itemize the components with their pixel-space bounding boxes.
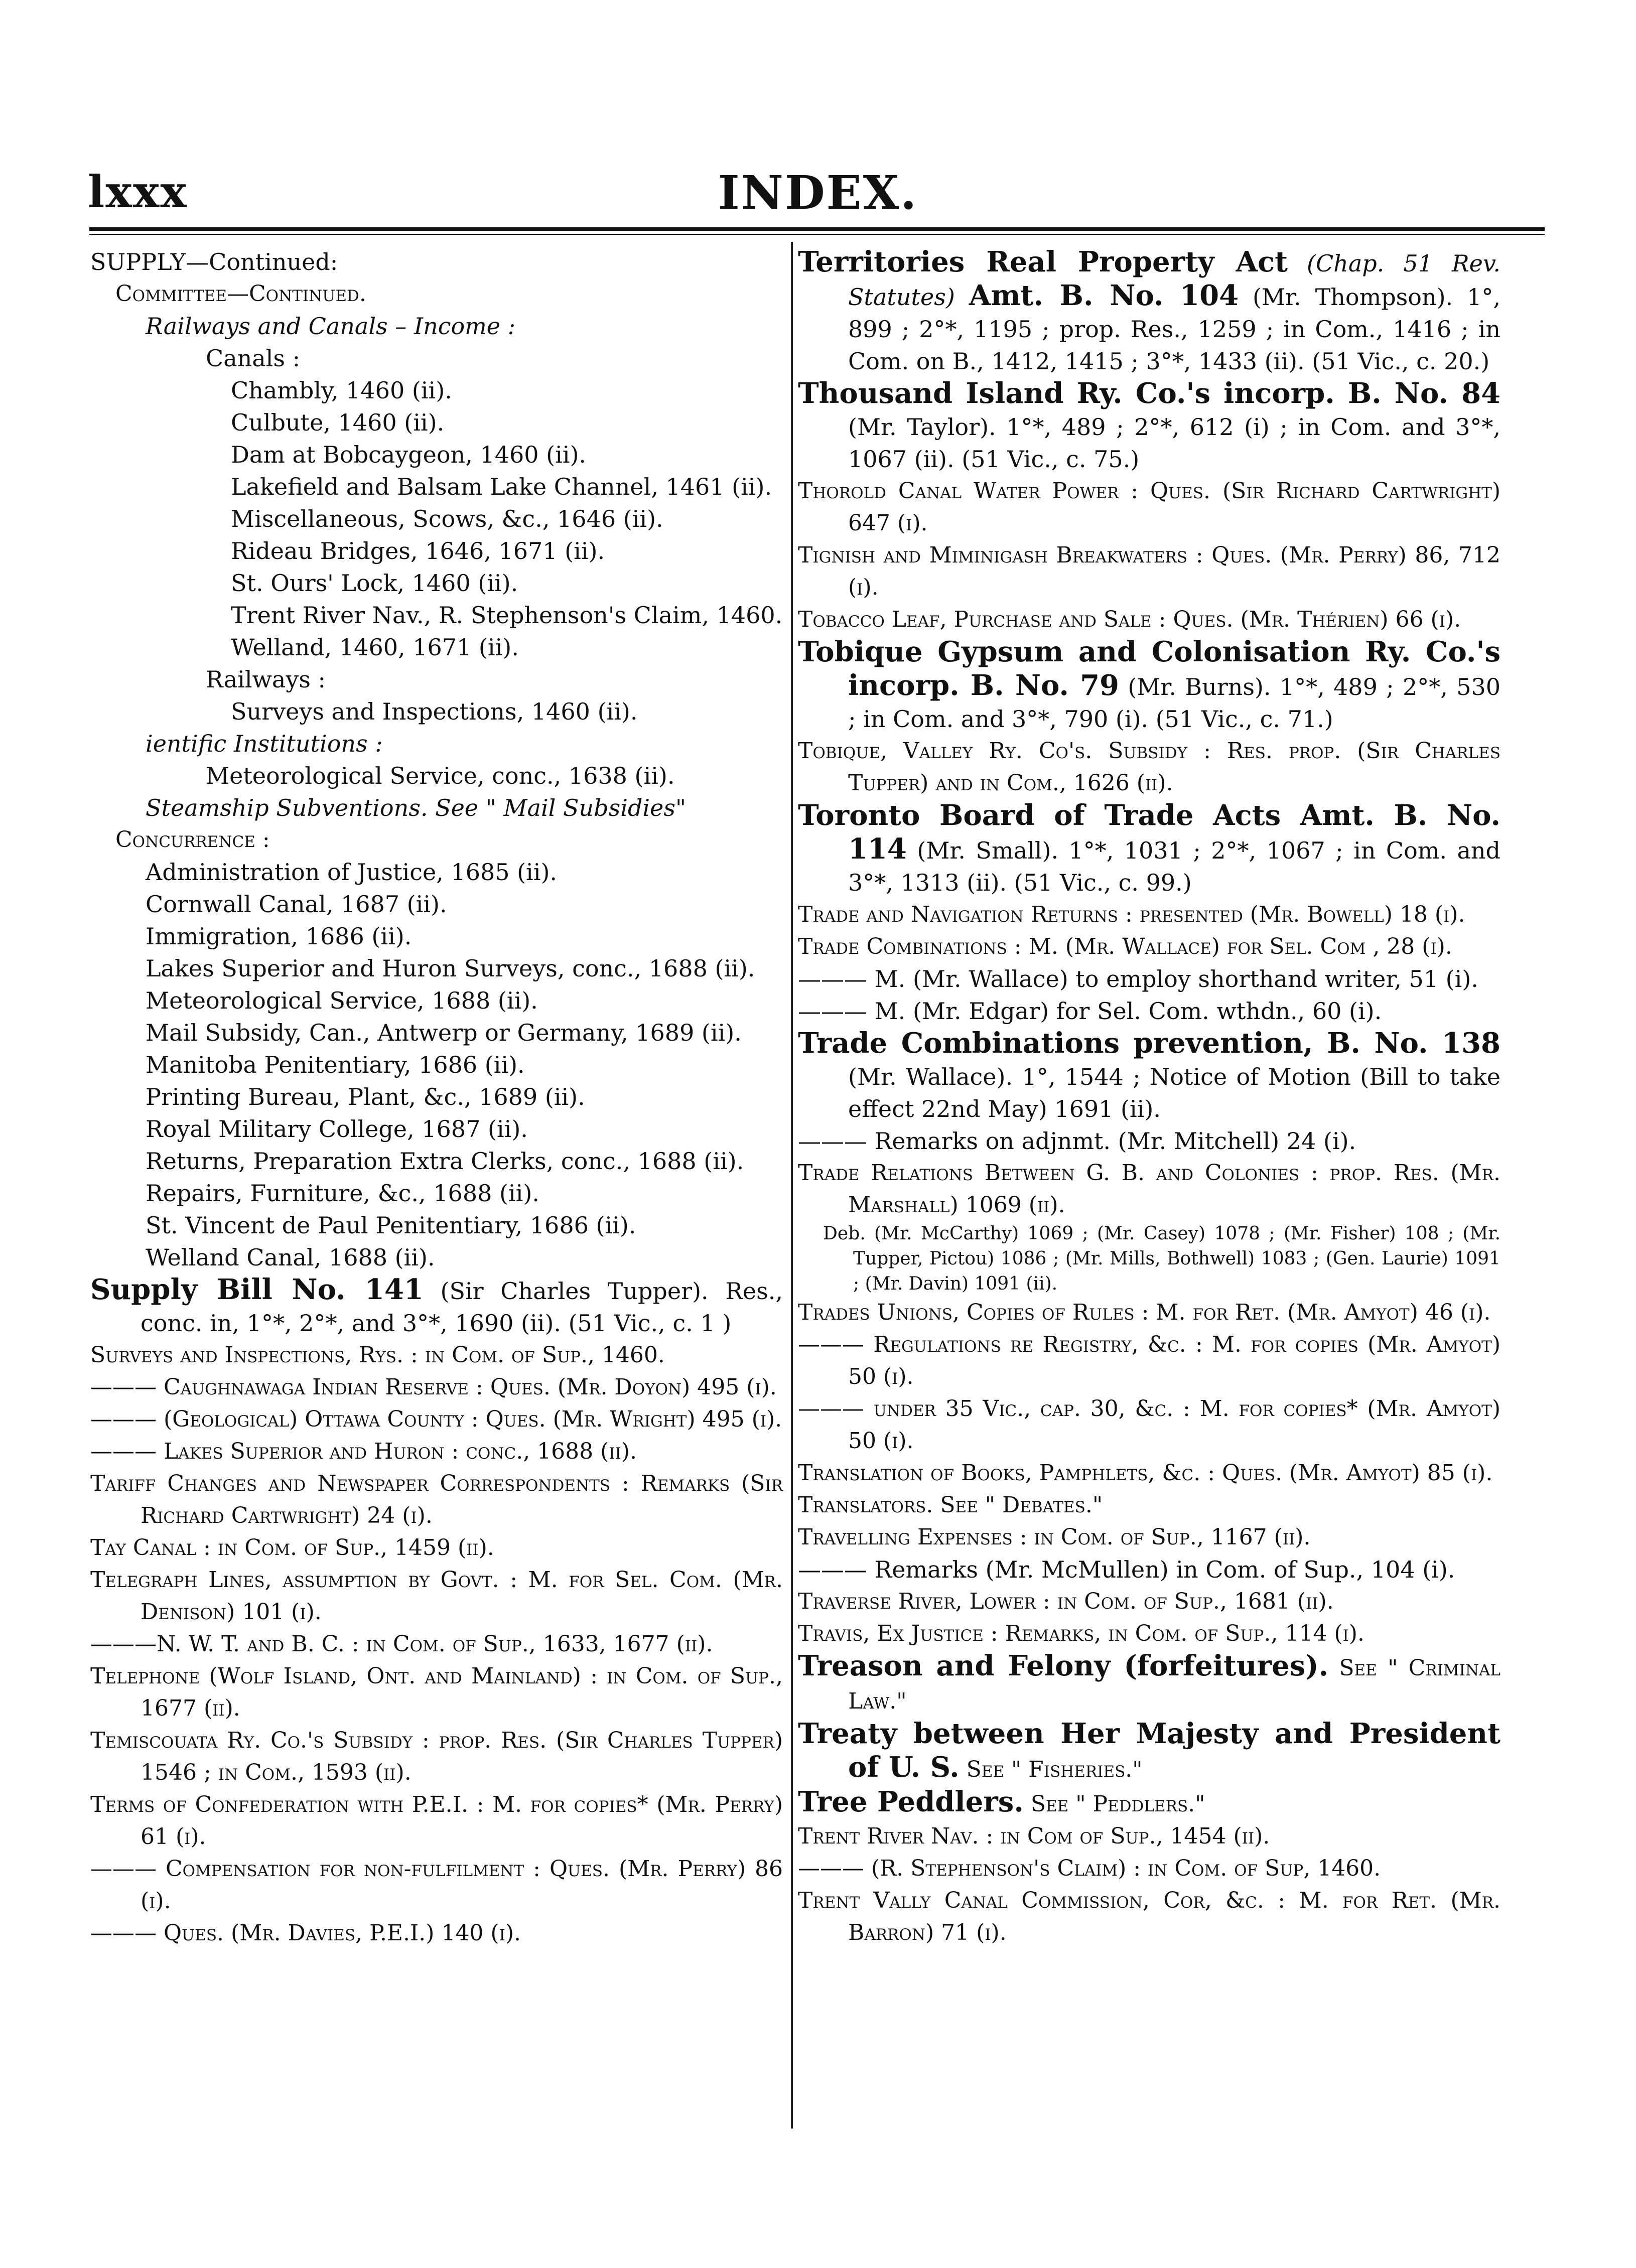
index-entry: Trade and Navigation Returns : presented (Mr. Bowell) 18 (i). (798, 902, 1465, 927)
entry-title: Tobique Gypsum and Colonisation Ry. Co.'s incorp. B. No. 79 (798, 635, 1501, 702)
index-entry: Dam at Bobcaygeon, 1460 (ii). (231, 441, 587, 468)
index-entry: Culbute, 1460 (ii). (231, 409, 445, 436)
index-subheading: Steamship Subventions. See " Mail Subsidies" (146, 794, 687, 821)
entry-title: Toronto Board of Trade Acts Amt. B. No. 114 (798, 799, 1501, 866)
index-entry (798, 1650, 1501, 1718)
index-entry: Tariff Changes and Newspaper Correspondents : Remarks (Sir Richard Cartwright) 24 (i). (90, 1471, 783, 1528)
index-subheading: ientific Institutions : (146, 730, 383, 757)
index-entry: ——— (Geological) Ottawa County : Ques. (Mr. Wright) 495 (i). (90, 1406, 782, 1432)
index-entry: Rideau Bridges, 1646, 1671 (ii). (231, 537, 605, 564)
page-title: INDEX. (718, 166, 918, 220)
index-entry: Tobacco Leaf, Purchase and Sale : Ques. (Mr. Thérien) 66 (i). (798, 607, 1461, 632)
index-subheading: Concurrence : (115, 827, 270, 853)
index-entry: ——— under 35 Vic., cap. 30, &c. : M. for copies* (Mr. Amyot) 50 (i). (798, 1396, 1501, 1454)
entry-detail: (Sir Charles Tupper). Res., conc. in, 1°*, 2°*, and 3°*, 1690 (ii). (51 Vic., c. 1 ) (141, 1278, 783, 1337)
index-entry: Travis, Ex Justice : Remarks, in Com. of Sup., 114 (i). (798, 1621, 1365, 1646)
page-number: lxxx (88, 166, 188, 218)
entry-title: Treaty between Her Majesty and President of U. S. (798, 1717, 1501, 1784)
index-entry: Tay Canal : in Com. of Sup., 1459 (ii). (90, 1535, 494, 1561)
entry-title: Thousand Island Ry. Co.'s incorp. B. No. 84 (798, 377, 1501, 410)
index-entry: ——— Compensation for non-fulfilment : Ques. (Mr. Perry) 86 (i). (90, 1856, 783, 1914)
entry-title: Tree Peddlers. (798, 1785, 1024, 1818)
index-entry: St. Ours' Lock, 1460 (ii). (231, 570, 518, 597)
index-entry: Royal Military College, 1687 (ii). (146, 1115, 528, 1143)
index-entry: Trade Relations Between G. B. and Colonies : prop. Res. (Mr. Marshall) 1069 (ii). (798, 1160, 1501, 1218)
index-entry: Trades Unions, Copies of Rules : M. for Ret. (Mr. Amyot) 46 (i). (798, 1300, 1491, 1325)
entry-detail: See " Criminal Law." (848, 1655, 1501, 1714)
entry-title: Supply Bill No. 141 (90, 1273, 424, 1306)
index-entry: Surveys and Inspections, 1460 (ii). (231, 698, 638, 725)
index-entry: Meteorological Service, 1688 (ii). (146, 987, 538, 1014)
index-entry: Immigration, 1686 (ii). (146, 923, 412, 950)
index-entry: Telegraph Lines, assumption by Govt. : M. for Sel. Com. (Mr. Denison) 101 (i). (90, 1567, 783, 1625)
index-subheading: Canals : (206, 345, 301, 372)
page-header (0, 166, 1636, 226)
index-entry: Tignish and Miminigash Breakwaters : Ques. (Mr. Perry) 86, 712 (i). (798, 542, 1501, 600)
entry-title: Amt. B. No. 104 (969, 279, 1239, 312)
index-subheading: Railways : (206, 666, 326, 693)
index-entry (798, 1027, 1501, 1125)
index-entry: Printing Bureau, Plant, &c., 1689 (ii). (146, 1083, 585, 1110)
index-entry: Administration of Justice, 1685 (ii). (146, 859, 558, 886)
debate-list: Deb. (Mr. McCarthy) 1069 ; (Mr. Casey) 1078 ; (Mr. Fisher) 108 ; (Mr. Tupper, Pictou) 1086 ; (Mr. Mills, Bothwell) 1083 ; (Gen. Laurie) 1091 ; (Mr. Davin) 1091 (ii). (823, 1223, 1501, 1294)
left-column (90, 246, 783, 1949)
right-column (798, 246, 1501, 1949)
index-entry: Trent River Nav. : in Com of Sup., 1454 (ii). (798, 1823, 1270, 1849)
index-entry: St. Vincent de Paul Penitentiary, 1686 (ii). (146, 1212, 636, 1239)
index-entry: Telephone (Wolf Island, Ont. and Mainland) : in Com. of Sup., 1677 (ii). (90, 1663, 783, 1721)
index-heading: SUPPLY—Continued: (90, 248, 338, 275)
entry-title: Trade Combinations prevention, B. No. 138 (798, 1027, 1501, 1060)
entry-detail: See " Fisheries." (959, 1757, 1143, 1782)
index-entry (798, 799, 1501, 899)
entry-detail: (Mr. Taylor). 1°*, 489 ; 2°*, 612 (i) ; in Com. and 3°*, 1067 (ii). (51 Vic., c. 75.) (848, 413, 1501, 473)
index-entry: ——— (R. Stephenson's Claim) : in Com. of Sup, 1460. (798, 1856, 1381, 1881)
index-entry: ——— Remarks (Mr. McMullen) in Com. of Sup., 104 (i). (798, 1556, 1455, 1583)
index-entry: ———N. W. T. and B. C. : in Com. of Sup., 1633, 1677 (ii). (90, 1631, 713, 1657)
index-entry: Welland Canal, 1688 (ii). (146, 1244, 435, 1271)
header-rule (89, 227, 1545, 231)
index-entry: Terms of Confederation with P.E.I. : M. for copies* (Mr. Perry) 61 (i). (90, 1792, 783, 1850)
index-entry: Miscellaneous, Scows, &c., 1646 (ii). (231, 505, 663, 532)
index-entry: Trent Vally Canal Commission, Cor, &c. : M. for Ret. (Mr. Barron) 71 (i). (798, 1888, 1501, 1945)
index-entry: Temiscouata Ry. Co.'s Subsidy : prop. Res. (Sir Charles Tupper) 1546 ; in Com., 1593 (ii). (90, 1728, 783, 1785)
index-entry: ——— Regulations re Registry, &c. : M. for copies (Mr. Amyot) 50 (i). (798, 1332, 1501, 1389)
entry-title: Territories Real Property Act (798, 245, 1288, 278)
index-entry: Lakefield and Balsam Lake Channel, 1461 (ii). (231, 473, 772, 500)
index-entry: ——— M. (Mr. Wallace) to employ shorthand writer, 51 (i). (798, 965, 1478, 993)
index-entry: Traverse River, Lower : in Com. of Sup., 1681 (ii). (798, 1589, 1334, 1614)
entry-detail: (Mr. Thompson). 1°, 899 ; 2°*, 1195 ; prop. Res., 1259 ; in Com., 1416 ; in Com. on B., 1412, 1415 ; 3°*, 1433 (ii). (51 Vic., c. 20.) (848, 284, 1501, 375)
index-entry: ——— M. (Mr. Edgar) for Sel. Com. wthdn., 60 (i). (798, 998, 1382, 1025)
index-entry (90, 1273, 783, 1339)
entry-detail: (Chap. 51 Rev. Statutes) (848, 250, 1501, 311)
index-entry: ——— Lakes Superior and Huron : conc., 1688 (ii). (90, 1439, 637, 1464)
index-entry: Repairs, Furniture, &c., 1688 (ii). (146, 1180, 539, 1207)
index-entry: Welland, 1460, 1671 (ii). (231, 634, 519, 661)
index-entry: Cornwall Canal, 1687 (ii). (146, 891, 447, 918)
index-entry (798, 377, 1501, 475)
index-entry: Mail Subsidy, Can., Antwerp or Germany, 1689 (ii). (146, 1019, 742, 1046)
index-entry (798, 636, 1501, 735)
entry-detail: (Mr. Small). 1°*, 1031 ; 2°*, 1067 ; in Com. and 3°*, 1313 (ii). (51 Vic., c. 99.) (848, 837, 1501, 896)
index-entry: Trade Combinations : M. (Mr. Wallace) for Sel. Com , 28 (i). (798, 934, 1452, 959)
entry-detail: See " Peddlers." (1023, 1791, 1205, 1817)
index-entry (798, 1786, 1501, 1820)
index-entry: Translators. See " Debates." (798, 1492, 1103, 1518)
index-entry: Trent River Nav., R. Stephenson's Claim, 1460. (231, 602, 783, 629)
entry-detail: (Mr. Burns). 1°*, 489 ; 2°*, 530 ; in Com. and 3°*, 790 (i). (51 Vic., c. 71.) (848, 673, 1501, 733)
index-entry: Chambly, 1460 (ii). (231, 377, 452, 404)
index-entry: ——— Ques. (Mr. Davies, P.E.I.) 140 (i). (90, 1920, 521, 1946)
index-entry: Travelling Expenses : in Com. of Sup., 1167 (ii). (798, 1524, 1311, 1550)
index-entry: Lakes Superior and Huron Surveys, conc., 1688 (ii). (146, 955, 755, 982)
entry-detail: (Mr. Wallace). 1°, 1544 ; Notice of Motion (Bill to take effect 22nd May) 1691 (ii). (848, 1063, 1501, 1122)
index-entry: Manitoba Penitentiary, 1686 (ii). (146, 1051, 525, 1078)
index-entry: Meteorological Service, conc., 1638 (ii). (206, 762, 675, 789)
header-rule-thin (89, 234, 1545, 235)
column-divider (791, 242, 793, 2129)
index-entry: Returns, Preparation Extra Clerks, conc., 1688 (ii). (146, 1148, 744, 1175)
index-entry (798, 246, 1501, 377)
index-subheading: Railways and Canals – Income : (146, 313, 516, 340)
index-entry: Tobique, Valley Ry. Co's. Subsidy : Res. prop. (Sir Charles Tupper) and in Com., 1626 (ii). (798, 738, 1501, 796)
index-subheading: Committee—Continued. (115, 281, 366, 307)
index-entry: Surveys and Inspections, Rys. : in Com. of Sup., 1460. (90, 1342, 665, 1368)
index-entry: ——— Caughnawaga Indian Reserve : Ques. (Mr. Doyon) 495 (i). (90, 1374, 777, 1400)
index-entry (798, 1718, 1501, 1786)
index-entry: ——— Remarks on adjnmt. (Mr. Mitchell) 24 (i). (798, 1127, 1356, 1155)
index-entry: Translation of Books, Pamphlets, &c. : Ques. (Mr. Amyot) 85 (i). (798, 1460, 1493, 1486)
entry-title: Treason and Felony (forfeitures). (798, 1649, 1329, 1682)
index-entry: Thorold Canal Water Power : Ques. (Sir Richard Cartwright) 647 (i). (798, 478, 1501, 536)
